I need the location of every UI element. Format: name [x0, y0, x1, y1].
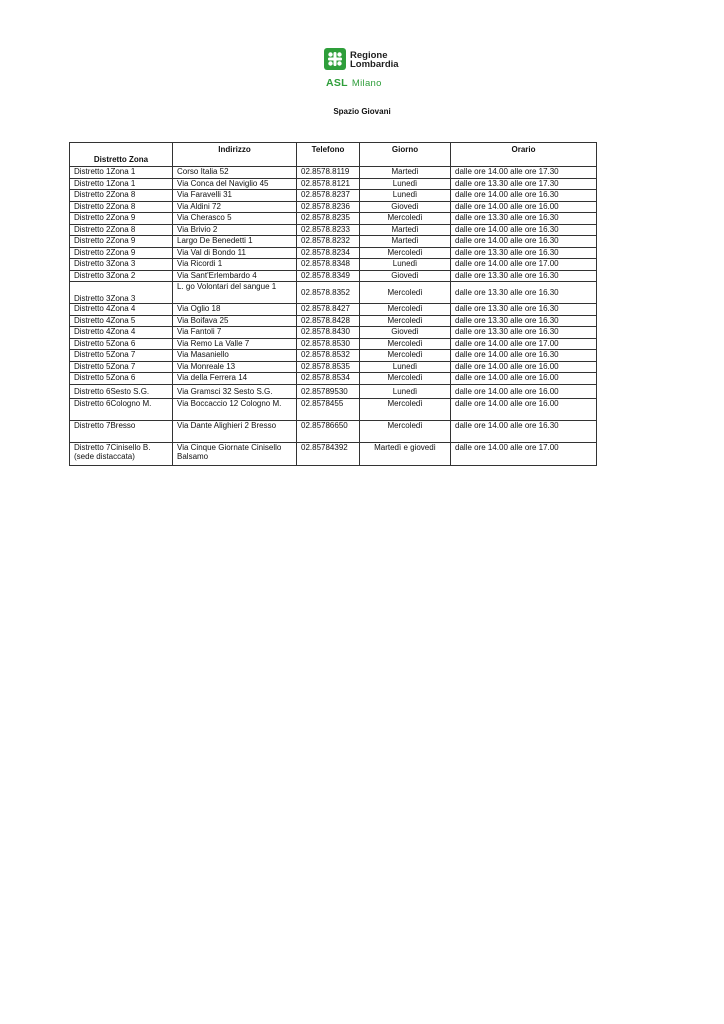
cell-telefono: 02.8578.8349 [297, 270, 360, 282]
cell-telefono: 02.8578.8348 [297, 259, 360, 271]
cell-giorno: Mercoledì [360, 315, 451, 327]
cell-giorno: Giovedì [360, 327, 451, 339]
cell-distretto: Distretto 2Zona 8 [70, 190, 173, 202]
logo-asl-label [326, 77, 382, 89]
header-giorno: Giorno [360, 143, 451, 167]
cell-giorno: Mercoledì [360, 398, 451, 420]
cell-giorno: Mercoledì [360, 282, 451, 304]
cell-giorno: Mercoledì [360, 373, 451, 385]
cell-orario: dalle ore 14.00 alle ore 16.00 [451, 384, 597, 398]
cell-telefono: 02.85789530 [297, 384, 360, 398]
cell-telefono: 02.85786650 [297, 420, 360, 442]
cell-telefono: 02.8578.8428 [297, 315, 360, 327]
logo-org-line1: Regione [350, 50, 388, 61]
cell-orario: dalle ore 13.30 alle ore 16.30 [451, 270, 597, 282]
cell-orario: dalle ore 14.00 alle ore 16.00 [451, 201, 597, 213]
cell-orario: dalle ore 14.00 alle ore 16.30 [451, 350, 597, 362]
cell-distretto: Distretto 5Zona 7 [70, 361, 173, 373]
cell-orario: dalle ore 13.30 alle ore 16.30 [451, 327, 597, 339]
cell-telefono: 02.8578.8427 [297, 304, 360, 316]
cell-giorno: Mercoledì [360, 350, 451, 362]
table-row [70, 247, 597, 259]
cell-orario: dalle ore 14.00 alle ore 16.30 [451, 420, 597, 442]
table-row [70, 213, 597, 225]
header-orario: Orario [451, 143, 597, 167]
table-row [70, 178, 597, 190]
cell-giorno: Mercoledì [360, 247, 451, 259]
cell-distretto: Distretto 4Zona 4 [70, 304, 173, 316]
cell-distretto: Distretto 2Zona 8 [70, 201, 173, 213]
cell-indirizzo: Largo De Benedetti 1 [173, 236, 297, 248]
cell-indirizzo: Via della Ferrera 14 [173, 373, 297, 385]
table-row [70, 224, 597, 236]
cell-indirizzo: Via Fantoli 7 [173, 327, 297, 339]
cell-indirizzo: Corso Italia 52 [173, 167, 297, 179]
cell-telefono: 02.8578.8235 [297, 213, 360, 225]
cell-distretto: Distretto 2Zona 8 [70, 224, 173, 236]
cell-telefono: 02.8578.8234 [297, 247, 360, 259]
cell-orario: dalle ore 13.30 alle ore 16.30 [451, 213, 597, 225]
cell-distretto: Distretto 1Zona 1 [70, 178, 173, 190]
cell-indirizzo: Via Boifava 25 [173, 315, 297, 327]
cell-orario: dalle ore 14.00 alle ore 16.30 [451, 236, 597, 248]
header-distretto: Distretto Zona [70, 143, 173, 167]
cell-orario: dalle ore 14.00 alle ore 16.30 [451, 190, 597, 202]
cell-telefono: 02.8578.8535 [297, 361, 360, 373]
cell-indirizzo: Via Gramsci 32 Sesto S.G. [173, 384, 297, 398]
cell-giorno: Lunedì [360, 361, 451, 373]
cell-indirizzo: Via Val di Bondo 11 [173, 247, 297, 259]
table-row [70, 420, 597, 442]
cell-telefono: 02.8578.8532 [297, 350, 360, 362]
table-row [70, 259, 597, 271]
cell-orario: dalle ore 13.30 alle ore 17.30 [451, 178, 597, 190]
cell-indirizzo: Via Brivio 2 [173, 224, 297, 236]
cell-orario: dalle ore 14.00 alle ore 16.00 [451, 373, 597, 385]
cell-orario: dalle ore 14.00 alle ore 16.00 [451, 398, 597, 420]
cell-giorno: Mercoledì [360, 213, 451, 225]
cell-orario: dalle ore 14.00 alle ore 16.30 [451, 224, 597, 236]
schedule-table [69, 142, 597, 466]
table-row [70, 338, 597, 350]
cell-giorno: Lunedì [360, 190, 451, 202]
cell-telefono: 02.8578.8352 [297, 282, 360, 304]
cell-indirizzo: Via Aldini 72 [173, 201, 297, 213]
cell-giorno: Lunedì [360, 178, 451, 190]
cell-distretto: Distretto 6Cologno M. [70, 398, 173, 420]
cell-distretto: Distretto 7Bresso [70, 420, 173, 442]
cell-distretto: Distretto 2Zona 9 [70, 247, 173, 259]
cell-giorno: Martedì e giovedì [360, 442, 451, 465]
header-telefono: Telefono [297, 143, 360, 167]
table-row [70, 384, 597, 398]
cell-indirizzo: Via Remo La Valle 7 [173, 338, 297, 350]
cell-indirizzo: Via Faravelli 31 [173, 190, 297, 202]
cell-giorno: Mercoledì [360, 420, 451, 442]
logo-org-line2: Lombardia [350, 59, 399, 70]
table-row [70, 190, 597, 202]
cell-telefono: 02.8578455 [297, 398, 360, 420]
cell-indirizzo: Via Ricordi 1 [173, 259, 297, 271]
cell-telefono: 02.85784392 [297, 442, 360, 465]
cell-orario: dalle ore 13.30 alle ore 16.30 [451, 304, 597, 316]
cell-indirizzo: Via Monreale 13 [173, 361, 297, 373]
cell-giorno: Martedì [360, 224, 451, 236]
table-row [70, 350, 597, 362]
table-row [70, 236, 597, 248]
cell-giorno: Mercoledì [360, 304, 451, 316]
cell-giorno: Martedì [360, 236, 451, 248]
cell-telefono: 02.8578.8530 [297, 338, 360, 350]
cell-telefono: 02.8578.8236 [297, 201, 360, 213]
cell-orario: dalle ore 14.00 alle ore 16.00 [451, 361, 597, 373]
cell-giorno: Martedì [360, 167, 451, 179]
table-row [70, 282, 597, 304]
table-header-row [70, 143, 597, 167]
regione-lombardia-logo-icon [324, 48, 346, 70]
cell-orario: dalle ore 13.30 alle ore 16.30 [451, 247, 597, 259]
header-indirizzo: Indirizzo [173, 143, 297, 167]
logo-city-text: Milano [351, 78, 382, 89]
table-row [70, 442, 597, 465]
document-title: Spazio Giovani [333, 107, 391, 116]
cell-telefono: 02.8578.8119 [297, 167, 360, 179]
cell-orario: dalle ore 14.00 alle ore 17.00 [451, 259, 597, 271]
cell-indirizzo: Via Cinque Giornate Cinisello Balsamo [173, 442, 297, 465]
logo-org-name [350, 51, 399, 69]
cell-telefono: 02.8578.8232 [297, 236, 360, 248]
cell-distretto: Distretto 5Zona 6 [70, 373, 173, 385]
cell-giorno: Mercoledì [360, 338, 451, 350]
table-row [70, 398, 597, 420]
cell-orario: dalle ore 14.00 alle ore 17.30 [451, 167, 597, 179]
cell-telefono: 02.8578.8237 [297, 190, 360, 202]
cell-indirizzo: Via Masaniello [173, 350, 297, 362]
cell-telefono: 02.8578.8233 [297, 224, 360, 236]
table-row [70, 201, 597, 213]
cell-indirizzo: L. go Volontari del sangue 1 [173, 282, 297, 304]
table-row [70, 373, 597, 385]
cell-indirizzo: Via Oglio 18 [173, 304, 297, 316]
cell-telefono: 02.8578.8430 [297, 327, 360, 339]
cell-indirizzo: Via Cherasco 5 [173, 213, 297, 225]
cell-giorno: Lunedì [360, 259, 451, 271]
asl-logo [324, 48, 434, 94]
cell-orario: dalle ore 13.30 alle ore 16.30 [451, 315, 597, 327]
cell-giorno: Giovedì [360, 201, 451, 213]
cell-distretto: Distretto 5Zona 7 [70, 350, 173, 362]
cell-orario: dalle ore 14.00 alle ore 17.00 [451, 442, 597, 465]
logo-asl-text: ASL [326, 77, 348, 89]
cell-distretto: Distretto 4Zona 5 [70, 315, 173, 327]
cell-indirizzo: Via Dante Alighieri 2 Bresso [173, 420, 297, 442]
cell-distretto: Distretto 3Zona 2 [70, 270, 173, 282]
cell-orario: dalle ore 13.30 alle ore 16.30 [451, 282, 597, 304]
table-row [70, 361, 597, 373]
cell-telefono: 02.8578.8121 [297, 178, 360, 190]
cell-distretto: Distretto 3Zona 3 [70, 259, 173, 271]
cell-distretto: Distretto 2Zona 9 [70, 213, 173, 225]
cell-distretto: Distretto 7Cinisello B. (sede distaccata) [70, 442, 173, 465]
table-row [70, 167, 597, 179]
cell-distretto: Distretto 4Zona 4 [70, 327, 173, 339]
table-row [70, 327, 597, 339]
cell-indirizzo: Via Boccaccio 12 Cologno M. [173, 398, 297, 420]
table-row [70, 304, 597, 316]
cell-distretto: Distretto 3Zona 3 [70, 282, 173, 304]
cell-indirizzo: Via Conca del Naviglio 45 [173, 178, 297, 190]
cell-giorno: Lunedì [360, 384, 451, 398]
cell-orario: dalle ore 14.00 alle ore 17.00 [451, 338, 597, 350]
cell-distretto: Distretto 1Zona 1 [70, 167, 173, 179]
cell-distretto: Distretto 6Sesto S.G. [70, 384, 173, 398]
cell-indirizzo: Via Sant'Erlembardo 4 [173, 270, 297, 282]
table-row [70, 270, 597, 282]
cell-giorno: Giovedì [360, 270, 451, 282]
cell-telefono: 02.8578.8534 [297, 373, 360, 385]
table-row [70, 315, 597, 327]
cell-distretto: Distretto 2Zona 9 [70, 236, 173, 248]
cell-distretto: Distretto 5Zona 6 [70, 338, 173, 350]
